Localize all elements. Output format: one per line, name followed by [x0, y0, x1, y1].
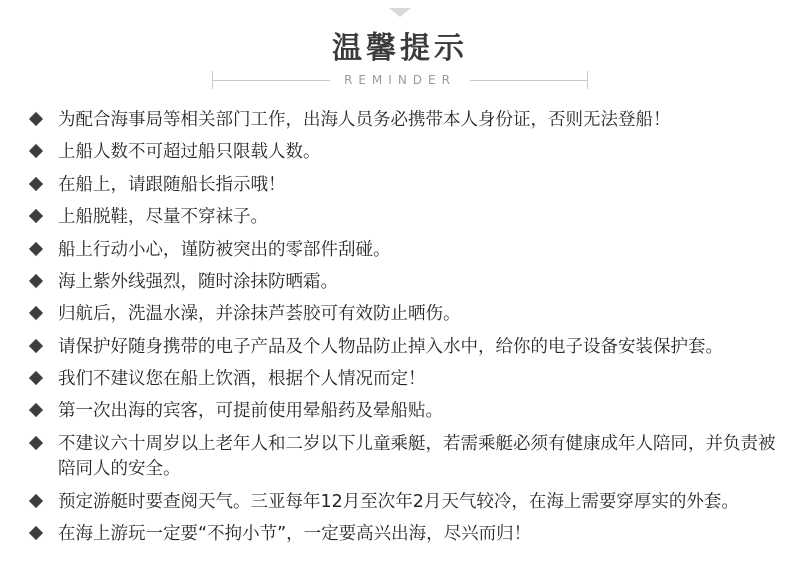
diamond-bullet-icon: [29, 526, 43, 540]
list-item: [28, 335, 776, 360]
diamond-bullet-icon: [29, 371, 43, 385]
list-item: [28, 432, 776, 483]
list-item-text: 归航后，洗温水澡，并涂抹芦荟胶可有效防止晒伤。: [58, 304, 461, 325]
diamond-bullet-icon: [29, 241, 43, 255]
list-item: [28, 140, 776, 165]
list-item-text: 海上紫外线强烈，随时涂抹防晒霜。: [58, 271, 338, 292]
list-item-text: 我们不建议您在船上饮酒，根据个人情况而定！: [58, 369, 426, 389]
page-header: [0, 32, 800, 89]
diamond-bullet-icon: [29, 306, 43, 320]
list-item: [28, 302, 776, 327]
list-item-text: 上船人数不可超过船只限载人数。: [58, 142, 321, 163]
list-item-text: 船上行动小心，谨防被突出的零部件刮碰。: [58, 239, 391, 260]
list-item-text: 第一次出海的宾客，可提前使用晕船药及晕船贴。: [58, 401, 443, 422]
list-item: [28, 173, 776, 198]
list-item-text: 请保护好随身携带的电子产品及个人物品防止掉入水中，给你的电子设备安装保护套。: [58, 336, 723, 357]
diamond-bullet-icon: [29, 274, 43, 288]
list-item-text: 预定游艇时要查阅天气。三亚每年12月至次年2月天气较冷，在海上需要穿厚实的外套。: [58, 491, 739, 512]
diamond-bullet-icon: [29, 144, 43, 158]
diamond-bullet-icon: [29, 112, 43, 126]
page-subtitle: REMINDER: [344, 73, 456, 87]
diamond-bullet-icon: [29, 436, 43, 450]
list-item-text: 不建议六十周岁以上老年人和二岁以下儿童乘艇，若需乘艇必须有健康成年人陪同，并负责被陪同人的安全。: [58, 433, 776, 480]
list-item: [28, 270, 776, 295]
diamond-bullet-icon: [29, 403, 43, 417]
list-item: [28, 399, 776, 424]
list-item: [28, 205, 776, 230]
list-item: [28, 522, 776, 547]
diamond-bullet-icon: [29, 177, 43, 191]
list-item-text: 在海上游玩一定要“不拘小节”，一定要高兴出海，尽兴而归！: [58, 523, 532, 544]
list-item: [28, 490, 776, 515]
list-item-text: 上船脱鞋，尽量不穿袜子。: [58, 207, 268, 228]
list-item: [28, 108, 776, 133]
list-item-text: 在船上，请跟随船长指示哦！: [58, 174, 286, 195]
triangle-down-icon: [389, 8, 411, 17]
list-item-text: 为配合海事局等相关部门工作，出海人员务必携带本人身份证，否则无法登船！: [58, 110, 671, 130]
diamond-bullet-icon: [29, 339, 43, 353]
list-item: [28, 367, 776, 392]
diamond-bullet-icon: [29, 493, 43, 507]
list-item: [28, 238, 776, 263]
page-title: 温馨提示: [332, 31, 468, 66]
diamond-bullet-icon: [29, 209, 43, 223]
notice-list: [28, 108, 776, 554]
divider-right: [470, 71, 588, 89]
divider-left: [212, 71, 330, 89]
subtitle-row: [0, 71, 800, 89]
